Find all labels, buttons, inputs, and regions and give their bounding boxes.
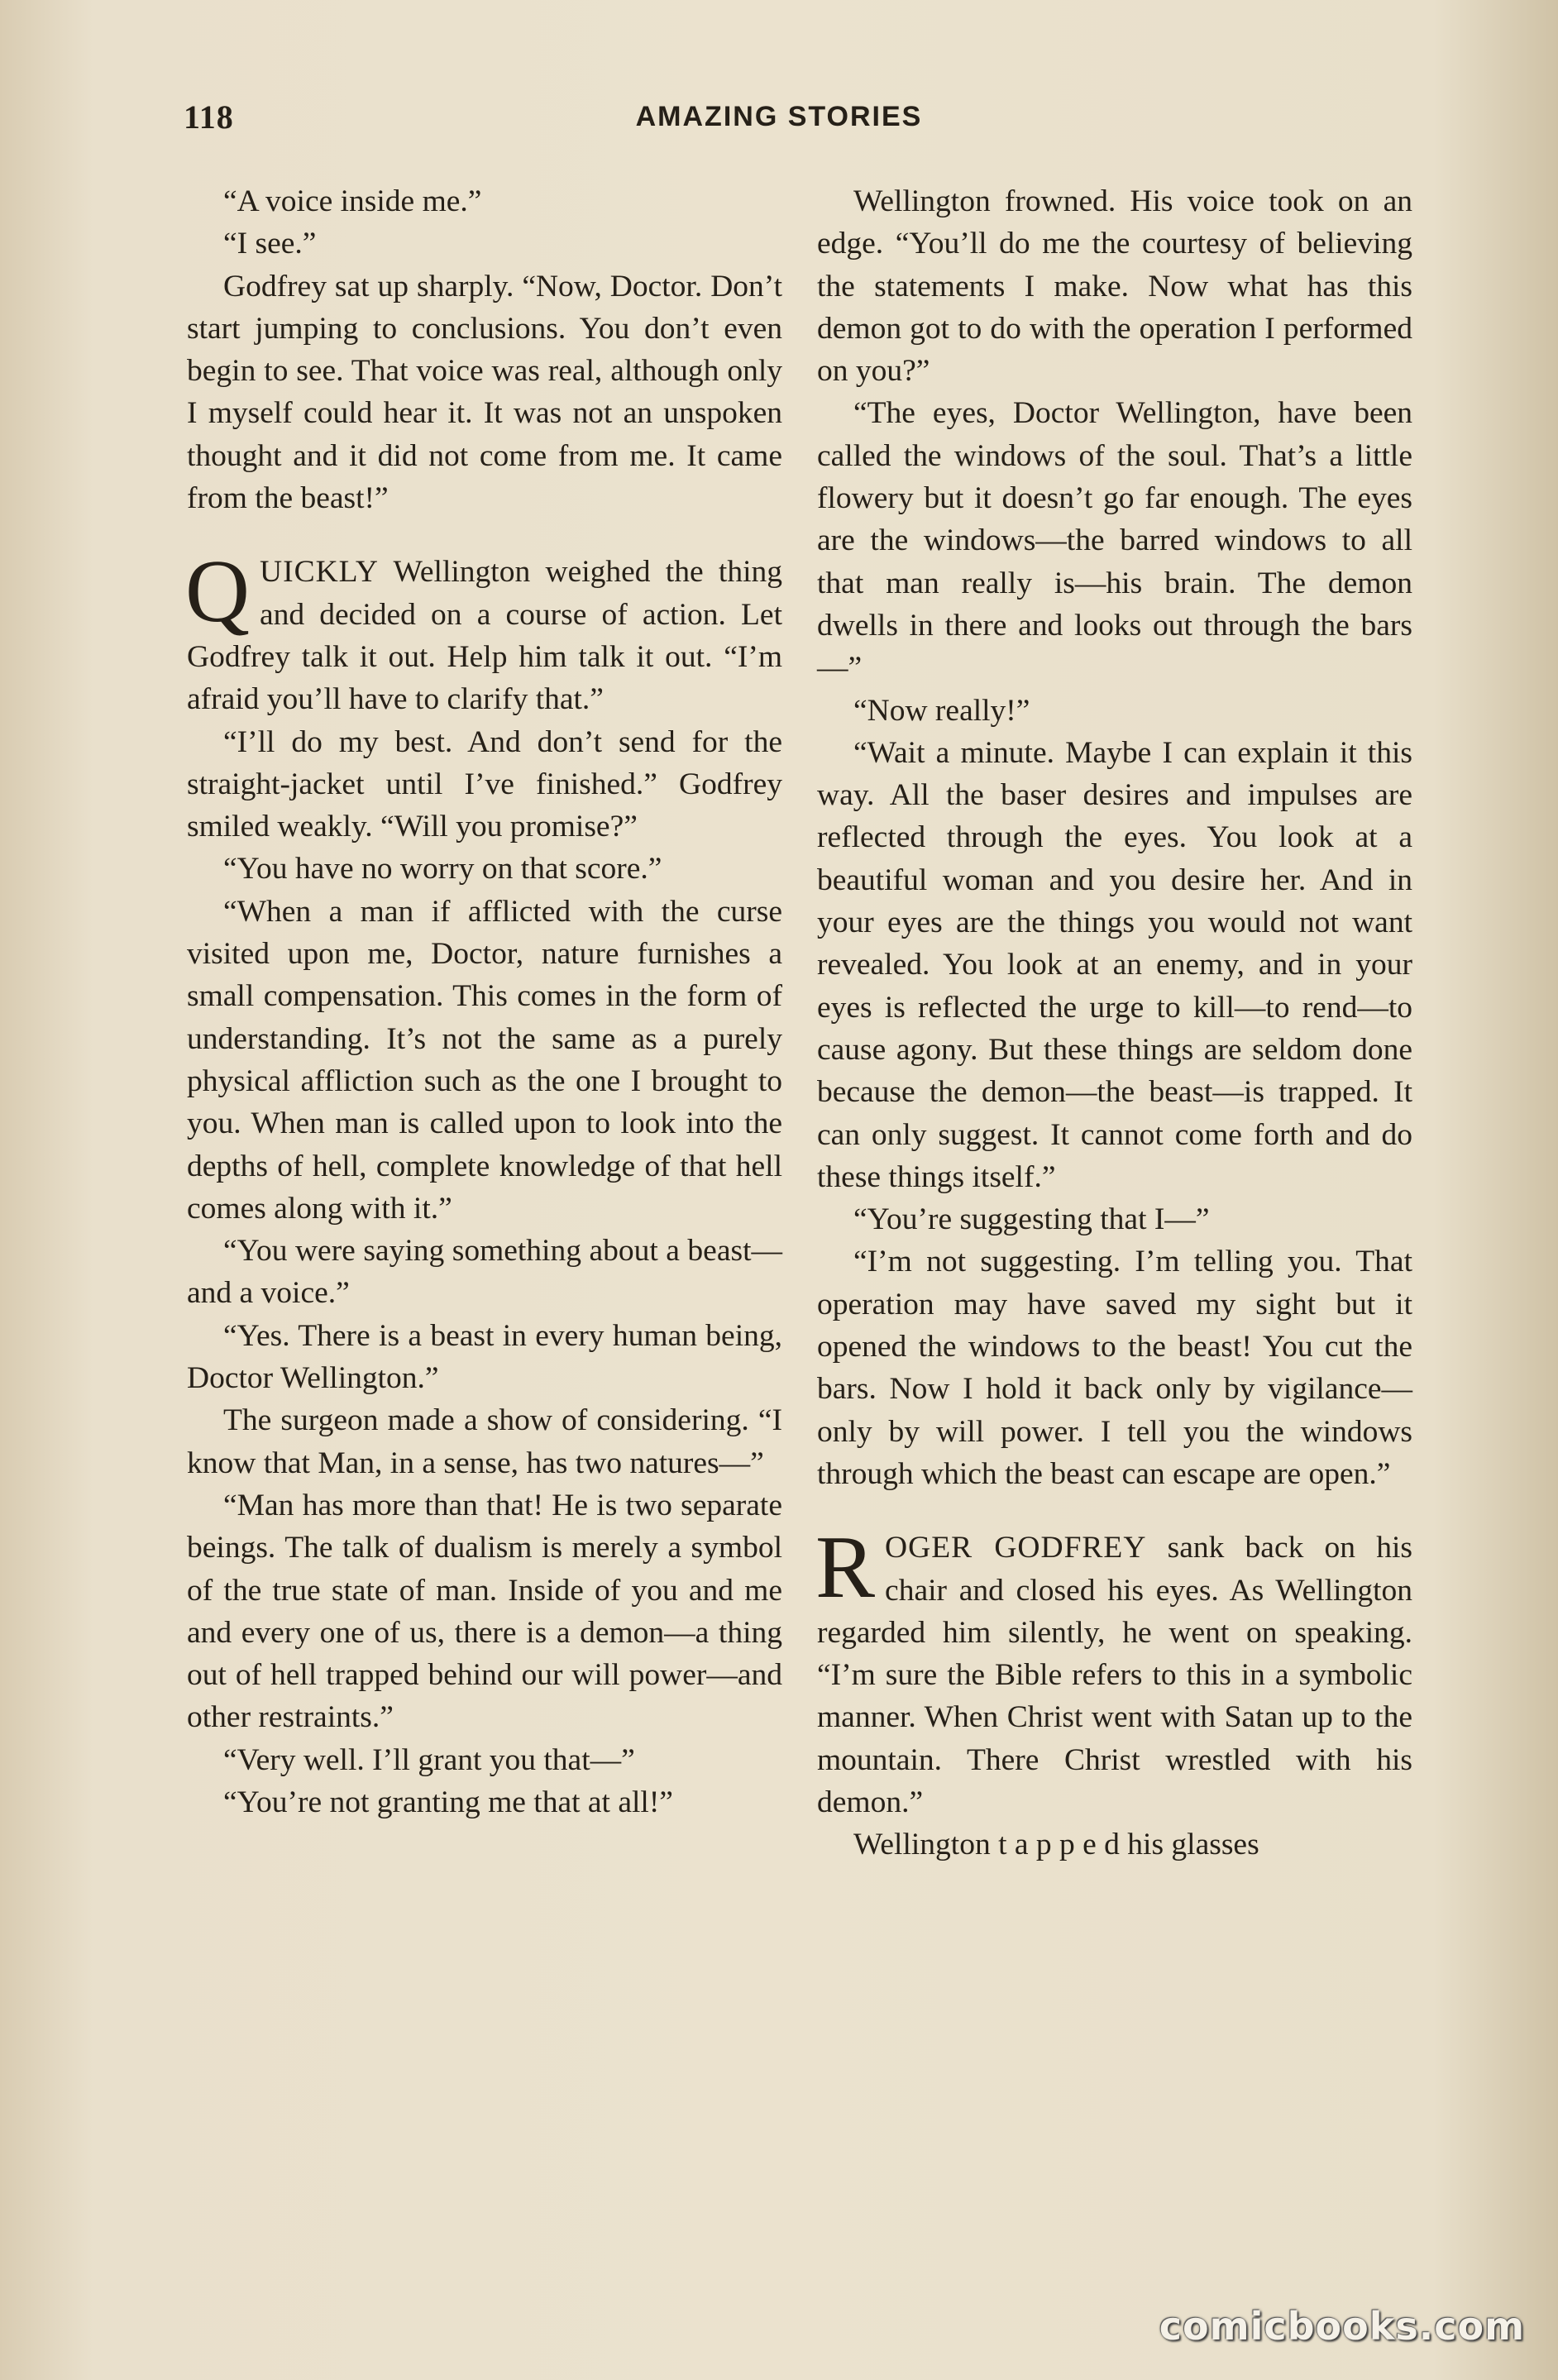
paragraph: “When a man if afflicted with the curse visited upon me, Doctor, nature furnishes a small compensation. This comes in the form of understanding. It’s not the same as a purely physical affliction such as the one I brought to you. When man is called upon to look into the depths of hell, complete knowledge of that hell comes along with it.”: [187, 894, 782, 1226]
paragraph: “You’re suggesting that I—”: [853, 1202, 1210, 1237]
running-title: AMAZING STORIES: [635, 101, 923, 132]
section-opening-paragraph: [185, 542, 782, 720]
lead-in-text: UICKLY: [260, 555, 379, 590]
paragraph: “I see.”: [223, 227, 317, 261]
lead-in-text: OGER GODFREY: [885, 1531, 1147, 1565]
right-column: [817, 180, 1412, 1866]
paragraph: “You have no worry on that score.”: [223, 852, 662, 887]
paragraph: “Very well. I’ll grant you that—”: [223, 1742, 635, 1777]
paragraph: Wellington frowned. His voice took on an edge. “You’ll do me the courtesy of believing the statements I make. Now what has this demon got to do with the operation I performed on you?”: [817, 184, 1412, 389]
site-watermark: comicbooks.com: [1159, 2304, 1525, 2349]
paragraph: “Man has more than that! He is two separate beings. The talk of dualism is merely a symbol of the true state of man. Inside of you and me and every one of us, there is a demon—a thing out of hell trapped behind our will power—and other restraints.”: [187, 1488, 782, 1735]
drop-cap: R: [815, 1518, 876, 1618]
paragraph: Wellington t a p p e d his glasses: [853, 1828, 1259, 1862]
paragraph-text: sank back on his chair and closed his eyes. As Wellington regarded him silently, he went on speaking. “I’m sure the Bible refers to this in a symbolic manner. When Christ went with Satan up to the mountain. There Christ wrestled with his demon.”: [817, 1531, 1412, 1819]
paragraph: “You were saying something about a beast—and a voice.”: [187, 1234, 782, 1311]
paragraph: “I’ll do my best. And don’t send for the straight-jacket until I’ve finished.” Godfrey smiled weakly. “Will you promise?”: [187, 724, 782, 844]
paragraph: “A voice inside me.”: [223, 184, 482, 218]
page-number: 118: [184, 98, 234, 136]
paragraph: “Yes. There is a beast in every human being, Doctor Wellington.”: [187, 1318, 782, 1396]
section-opening-paragraph: [815, 1518, 1412, 1823]
paragraph: Godfrey sat up sharply. “Now, Doctor. Don’t start jumping to conclusions. You don’t even begin to see. That voice was real, although only I myself could hear it. It was not an unspoken thought and it did not come from me. It came from the beast!”: [187, 269, 782, 516]
paragraph: “I’m not suggesting. I’m telling you. That operation may have saved my sight but it opened the windows to the beast! You cut the bars. Now I hold it back only by vigilance—only by will power. I tell you the windows through which the beast can escape are open.”: [817, 1245, 1412, 1491]
paragraph: “Wait a minute. Maybe I can explain it this way. All the baser desires and impulses are reflected through the eyes. You look at a beautiful woman and you desire her. And in your eyes are the things you would not want revealed. You look at an enemy, and in your eyes is reflected the urge to kill—to rend—to cause agony. But these things are seldom done because the demon—the beast—is trapped. It can only suggest. It cannot come forth and do these things itself.”: [817, 735, 1412, 1194]
paragraph: “The eyes, Doctor Wellington, have been called the windows of the soul. That’s a little flowery but it doesn’t go far enough. The eyes are the windows—the barred windows to all that man really is—his brain. The demon dwells in there and looks out through the bars—”: [817, 396, 1412, 686]
paragraph-text: Wellington weighed the thing and decided on a course of action. Let Godfrey talk it out. Help him talk it out. “I’m afraid you’ll have to clarify that.”: [187, 555, 782, 717]
drop-cap: Q: [185, 542, 250, 642]
left-column: [187, 180, 782, 1823]
paragraph: “You’re not granting me that at all!”: [223, 1785, 673, 1819]
paragraph: The surgeon made a show of considering. “I know that Man, in a sense, has two natures—”: [187, 1403, 782, 1480]
paragraph: “Now really!”: [853, 693, 1030, 728]
